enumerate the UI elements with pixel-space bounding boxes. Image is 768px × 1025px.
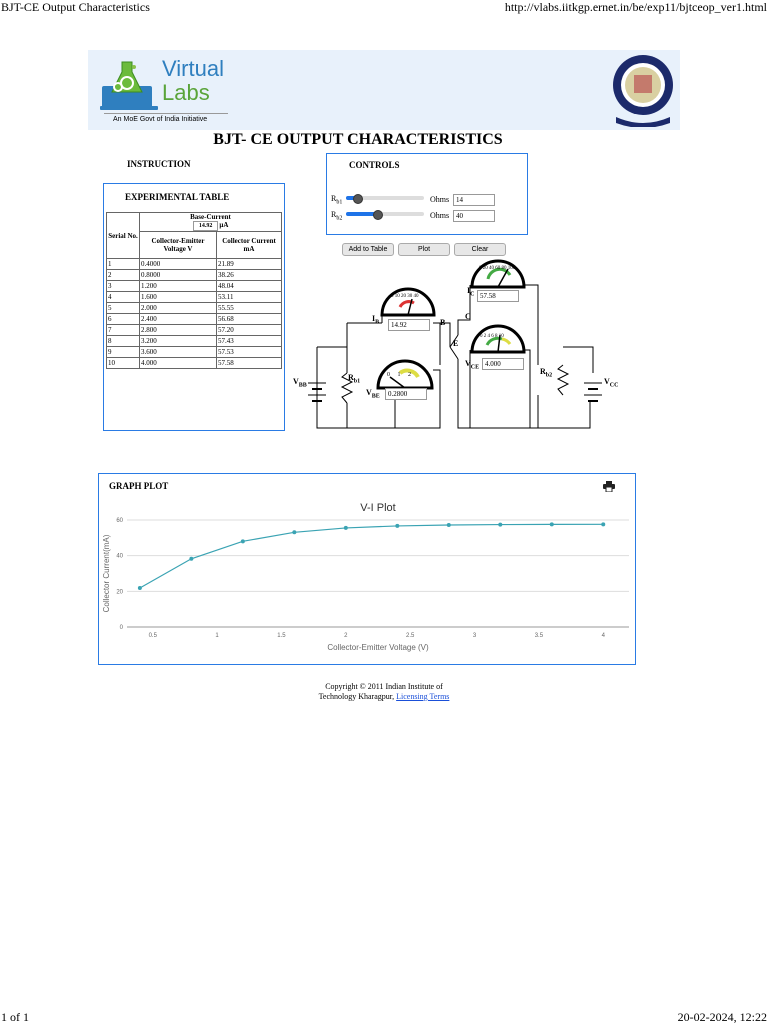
vce-cell: 1.600 [140,292,217,303]
print-footer-datetime: 20-02-2024, 12:22 [677,1010,767,1024]
data-point [550,522,554,526]
instruction-link[interactable]: INSTRUCTION [127,159,191,169]
vce-display: 4.000 [482,358,524,370]
collector-terminal-label: C [465,312,471,321]
table-row [107,358,282,369]
base-terminal-label: B [440,318,446,327]
data-point [189,557,193,561]
ic-cell: 56.68 [217,314,282,325]
experimental-table [106,212,282,369]
table-row [107,325,282,336]
vce-cell: 1.200 [140,281,217,292]
y-tick-label: 40 [116,553,123,560]
serial-cell: 10 [107,358,140,369]
serial-cell: 4 [107,292,140,303]
ib-label: $I_B$ [372,314,380,326]
ic-meter-ticks: 0 20 40 60 80 100 [479,266,516,271]
logo-tagline: An MoE Govt of India Initiative [113,116,208,123]
serial-cell: 5 [107,303,140,314]
x-tick-label: 3 [472,633,477,639]
data-point [601,522,605,526]
data-point [292,530,296,534]
vbe-meter-ticks: 0 1 2 [387,372,411,378]
serial-cell: 9 [107,347,140,358]
x-axis-label: Collector-Emitter Voltage (V) [327,643,429,652]
ic-display: 57.58 [477,290,519,302]
y-axis-label: Collector Current(mA) [102,534,111,613]
vce-cell: 3.600 [140,347,217,358]
logo-text-virtual: Virtual [162,56,224,81]
col-vce-header: Collector-Emitter Voltage V [140,232,217,259]
plot-button[interactable]: Plot [398,243,450,256]
copyright-line1: Copyright © 2011 Indian Institute of [325,682,443,691]
vce-cell: 2.000 [140,303,217,314]
rb2-circuit-label: $R_{b2}$ [540,367,553,379]
vbe-label: $V_{BE}$ [366,388,380,400]
serial-cell: 7 [107,325,140,336]
vce-cell: 3.200 [140,336,217,347]
vbe-display: 0.2800 [385,388,427,400]
y-tick-label: 20 [116,589,123,596]
x-tick-label: 2.5 [406,633,415,639]
vce-voltmeter-icon [472,326,524,352]
print-footer-page: 1 of 1 [1,1010,29,1024]
experimental-table-heading: EXPERIMENTAL TABLE [125,192,230,202]
controls-heading: CONTROLS [349,160,400,170]
y-tick-label: 0 [119,625,123,631]
rb2-slider-track[interactable] [346,212,424,216]
x-tick-label: 0.5 [148,633,157,639]
table-row [107,292,282,303]
bjt-circuit-diagram [290,255,610,440]
vbb-label: $V_{BB}$ [293,377,307,389]
ib-ammeter-icon [382,289,434,315]
rb1-unit: Ohms [430,195,450,204]
ib-meter-ticks: 0 10 20 30 40 [391,294,419,299]
ic-cell: 53.11 [217,292,282,303]
vce-cell: 4.000 [140,358,217,369]
table-row [107,270,282,281]
logo-divider [104,113,228,114]
data-point [344,526,348,530]
print-header-url: http://vlabs.iitkgp.ernet.in/be/exp11/bjtceop_ver1.html [504,0,767,14]
vce-cell: 0.8000 [140,270,217,281]
ic-ammeter-icon [472,261,524,287]
base-current-unit: μA [219,221,229,229]
vce-cell: 2.800 [140,325,217,336]
licensing-terms-link[interactable]: Licensing Terms [396,692,450,701]
vce-meter-ticks: 0 2 4 6 8 10 [480,334,504,339]
table-row [107,314,282,325]
data-point [498,523,502,527]
ic-cell: 21.89 [217,259,282,270]
vce-label: $V_{CE}$ [465,359,480,371]
table-row [107,347,282,358]
serial-cell: 8 [107,336,140,347]
ic-cell: 57.53 [217,347,282,358]
page-title: BJT- CE OUTPUT CHARACTERISTICS [213,131,503,148]
ic-cell: 55.55 [217,303,282,314]
ic-cell: 57.58 [217,358,282,369]
data-point [395,524,399,528]
chart-title: V-I Plot [360,502,396,514]
serial-cell: 6 [107,314,140,325]
col-ic-header: Collector Current mA [217,232,282,259]
serial-cell: 3 [107,281,140,292]
x-tick-label: 4 [601,633,605,639]
table-row [107,336,282,347]
col-serial-header: Serial No. [107,213,140,259]
x-tick-label: 3.5 [534,633,544,639]
table-row [107,303,282,314]
rb1-slider-knob[interactable] [353,194,363,204]
col-base-current-header [140,213,282,232]
vcc-label: $V_{CC}$ [604,377,619,389]
table-row [107,281,282,292]
data-point [138,586,142,590]
x-tick-label: 2 [344,633,348,639]
add-to-table-button[interactable]: Add to Table [342,243,394,256]
vce-cell: 0.4000 [140,259,217,270]
base-current-input[interactable]: 14.92 [193,221,218,231]
data-point [447,523,451,527]
ic-label: $I_C$ [467,286,475,298]
serial-cell: 2 [107,270,140,281]
iit-kharagpur-emblem-icon [610,53,676,127]
print-header-title: BJT-CE Output Characteristics [1,0,150,14]
logo-text-labs: Labs [162,80,210,105]
emitter-terminal-label: E [453,339,459,348]
rb2-label: $R_{b2}$ [331,210,343,222]
x-tick-label: 1 [215,633,219,639]
printer-icon[interactable] [603,481,615,492]
virtual-labs-logo-icon [100,58,162,114]
ic-cell: 38.26 [217,270,282,281]
copyright-footer [0,682,768,702]
y-tick-label: 60 [116,518,123,524]
table-row [107,259,282,270]
copyright-line2: Technology Kharagpur, [318,692,395,701]
rb2-unit: Ohms [430,211,450,220]
base-current-label: Base-Current [190,213,231,221]
x-tick-label: 1.5 [277,633,286,639]
ic-cell: 48.04 [217,281,282,292]
rb1-circuit-label: $R_{b1}$ [348,373,361,385]
rb1-label: $R_{b1}$ [331,194,343,206]
rb1-input[interactable]: 14 [453,194,495,206]
graph-plot-heading: GRAPH PLOT [109,481,169,491]
serial-cell: 1 [107,259,140,270]
data-point [241,539,245,543]
vce-cell: 2.400 [140,314,217,325]
ic-cell: 57.20 [217,325,282,336]
rb2-input[interactable]: 40 [453,210,495,222]
ic-cell: 57.43 [217,336,282,347]
vi-plot-chart [99,495,633,661]
clear-button[interactable]: Clear [454,243,506,256]
ib-display: 14.92 [388,319,430,331]
